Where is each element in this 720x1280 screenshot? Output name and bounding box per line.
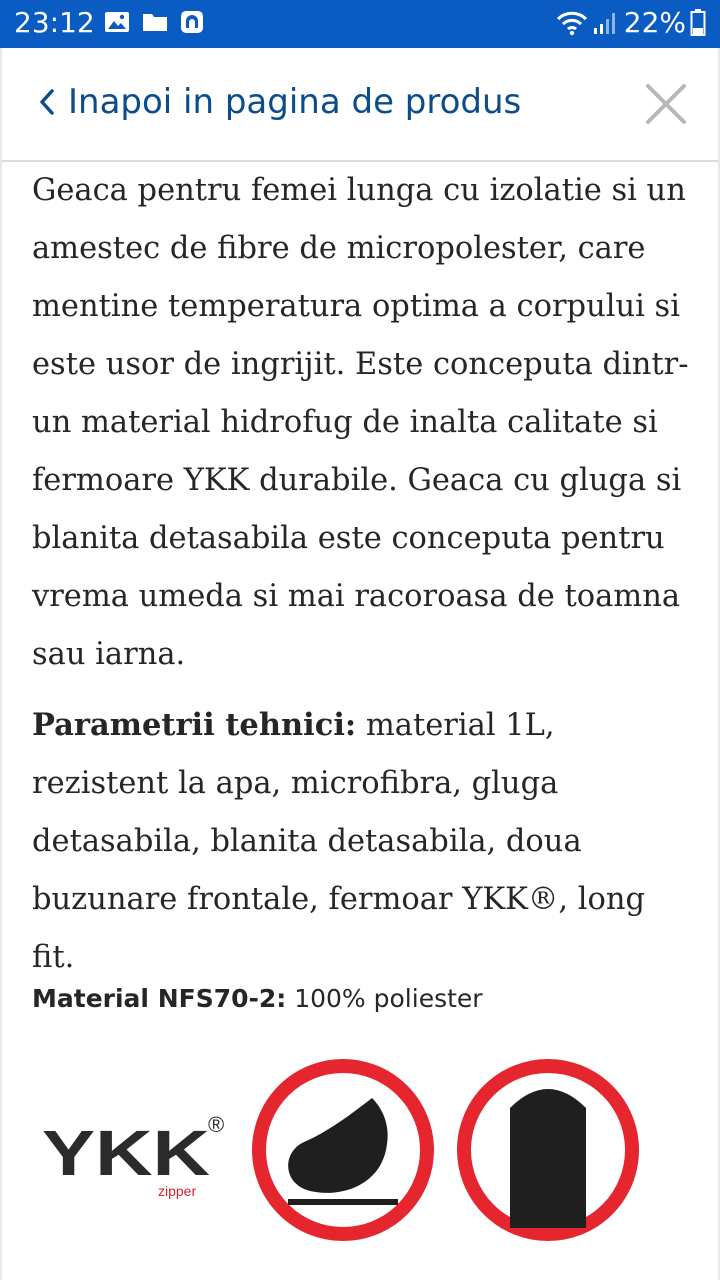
sheet-header [2, 48, 718, 162]
ykk-sub: zipper [158, 1183, 197, 1199]
technical-parameters-text: material 1L, rezistent la apa, microfibra, gluga detasabila, blanita detasabila, doua buzunare frontale, fermoar YKK®, long fit. [32, 708, 646, 975]
folder-icon [142, 10, 168, 34]
battery-percent: 22% [623, 6, 686, 39]
material-value: 100% poliester [286, 984, 483, 1013]
back-label: Inapoi in pagina de produs [68, 82, 522, 122]
description-body [32, 162, 692, 987]
material-line [32, 984, 483, 1013]
ykk-logo [42, 1112, 224, 1199]
wifi-icon [556, 10, 588, 36]
ykk-text: YKK [42, 1117, 210, 1189]
back-to-product-link[interactable] [38, 82, 521, 122]
chevron-left-icon [38, 88, 56, 116]
feature-logos [32, 1050, 652, 1250]
feature-logos-graphic [32, 1050, 652, 1250]
technical-parameters [32, 696, 692, 987]
status-bar [0, 0, 720, 48]
signal-icon [592, 10, 618, 36]
technical-parameters-label: Parametrii tehnici: [32, 707, 357, 743]
windproof-icon [464, 1066, 632, 1234]
ykk-registered-mark: ® [208, 1112, 225, 1137]
description-paragraph: Geaca pentru femei lunga cu izolatie si un amestec de fibre de micropolester, care mentine temperatura optima a corpului si este usor de ingrijit. Este conceputa dintr-un material hidrofug de inalta calitate si fermoare YKK durabile. Geaca cu gluga si blanita detasabila este conceputa pentru vrema umeda si mai racoroasa de toamna sau iarna. [32, 173, 689, 672]
material-label: Material NFS70-2: [32, 984, 287, 1013]
close-icon[interactable] [642, 80, 690, 128]
status-right [556, 6, 706, 39]
battery-icon [690, 9, 706, 37]
status-time: 23:12 [14, 6, 95, 39]
water-resistant-icon [259, 1066, 427, 1234]
image-icon [104, 10, 130, 34]
product-details-sheet [2, 48, 718, 1280]
app-icon [180, 10, 204, 34]
